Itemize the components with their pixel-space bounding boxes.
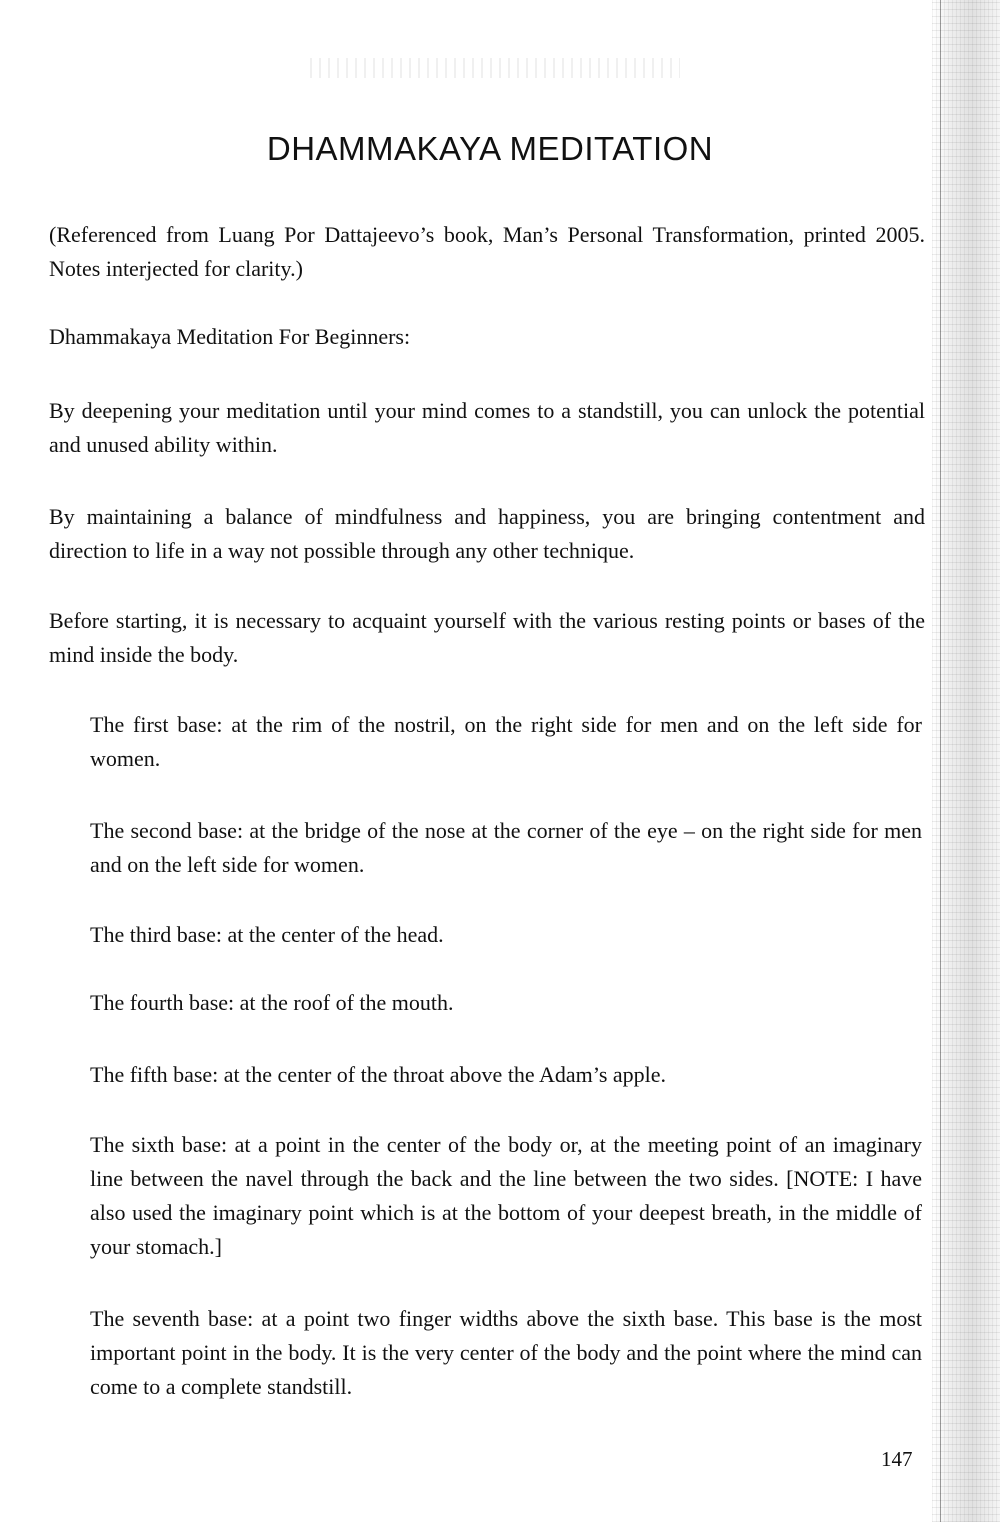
intro-paragraph: Before starting, it is necessary to acquaint yourself with the various resting points or bases of the mind inside the body. <box>49 608 925 667</box>
bleed-through-header <box>310 58 680 78</box>
base-item-sixth: The sixth base: at a point in the center of the body or, at the meeting point of an imaginary line between the navel through the back and the line between the two sides. [NOTE: I have also used the imaginary point which is at the bottom of your deepest breath, in the middle of your stomach.] <box>90 1132 922 1259</box>
page-number: 147 <box>881 1447 913 1471</box>
reference-note: (Referenced from Luang Por Dattajeevo’s book, Man’s Personal Transformation, printed 2005. Notes interjected for clarity.) <box>49 222 925 281</box>
page-title: DHAMMAKAYA MEDITATION <box>266 130 714 167</box>
scanned-page-edge <box>932 0 1000 1522</box>
base-item-second: The second base: at the bridge of the nose at the corner of the eye – on the right side for men and on the left side for women. <box>90 818 922 877</box>
intro-paragraph: By maintaining a balance of mindfulness and happiness, you are bringing contentment and direction to life in a way not possible through any other technique. <box>49 504 925 563</box>
base-item-seventh: The seventh base: at a point two finger widths above the sixth base. This base is the most important point in the body. It is the very center of the body and the point where the mind can come to a complete standstill. <box>90 1306 922 1399</box>
base-item-fifth: The fifth base: at the center of the throat above the Adam’s apple. <box>90 1062 667 1087</box>
section-subheading: Dhammakaya Meditation For Beginners: <box>49 324 411 349</box>
base-item-fourth: The fourth base: at the roof of the mouth. <box>90 990 454 1015</box>
intro-paragraph: By deepening your meditation until your mind comes to a standstill, you can unlock the potential and unused ability within. <box>49 398 925 457</box>
base-item-first: The first base: at the rim of the nostril, on the right side for men and on the left side for women. <box>90 712 922 771</box>
base-item-third: The third base: at the center of the head. <box>90 922 444 947</box>
